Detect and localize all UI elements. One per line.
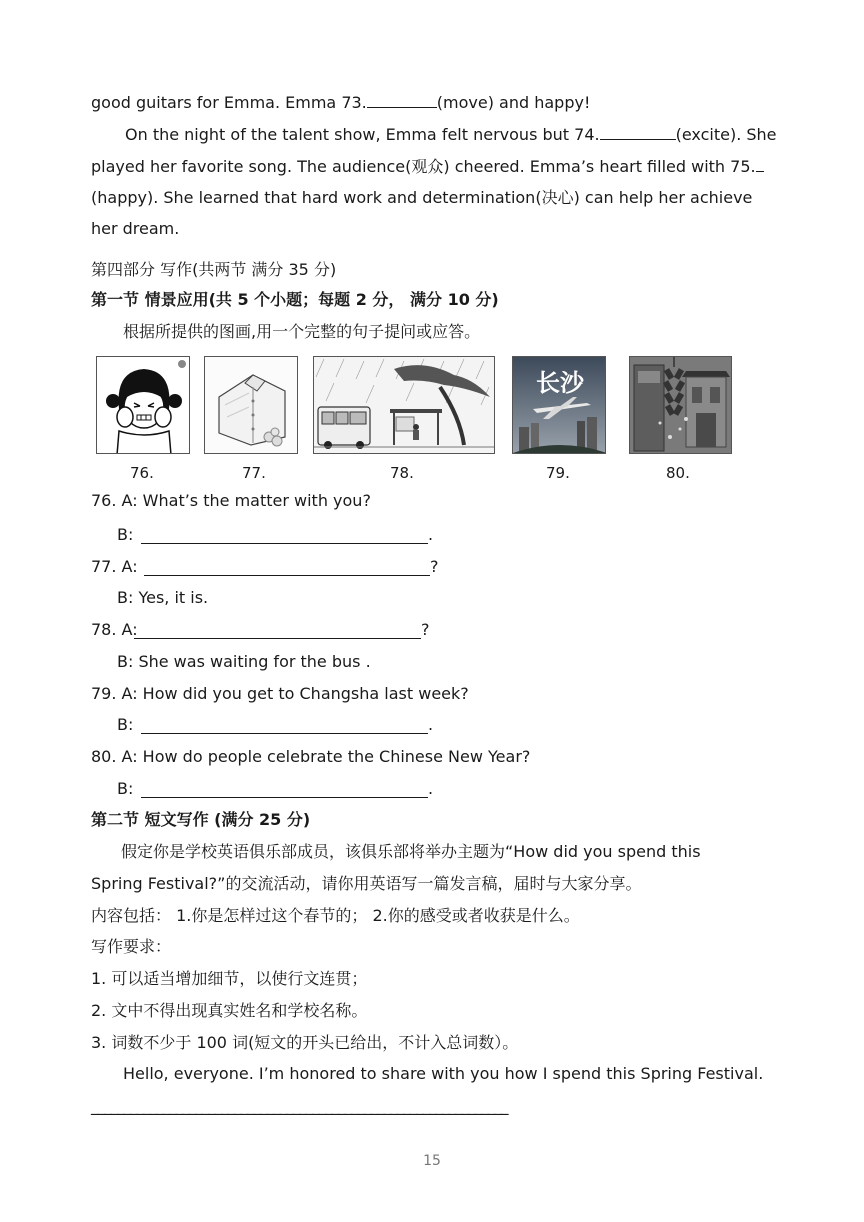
q78-response: B: She was waiting for the bus . <box>117 652 371 671</box>
passage-text: (excite). She <box>675 125 777 144</box>
essay-writing-line[interactable]: ________________________________________________________________ <box>91 1096 507 1115</box>
picture-79-changsha-plane <box>512 356 606 454</box>
picture-label-80: 80. <box>666 464 690 482</box>
section2-heading: 第二节 短文写作 (满分 25 分) <box>91 810 311 829</box>
q80-b-label: B: <box>117 779 134 798</box>
writing-prompt-line-1: 假定你是学校英语俱乐部成员，该俱乐部将举办主题为“How did you spend this <box>121 842 701 861</box>
q79-end-mark: . <box>428 715 434 734</box>
picture-80-firecrackers <box>629 356 732 454</box>
q76-end-mark: . <box>428 525 434 544</box>
requirement-2: 2. 文中不得出现真实姓名和学校名称。 <box>91 1001 368 1020</box>
changsha-label: 长沙 <box>536 369 584 397</box>
q80-answer-line[interactable] <box>141 797 428 798</box>
picture-78-bus-stop-storm <box>313 356 495 454</box>
q77-response: B: Yes, it is. <box>117 588 209 607</box>
essay-opening: Hello, everyone. I’m honored to share with you how I spend this Spring Festival. <box>123 1064 764 1083</box>
q77-a-label: 77. A: <box>91 557 138 576</box>
content-requirements: 内容包括： 1.你是怎样过这个春节的； 2.你的感受或者收获是什么。 <box>91 906 580 925</box>
picture-77-shirt <box>204 356 298 454</box>
blank-75[interactable] <box>756 156 764 172</box>
writing-requirements-label: 写作要求： <box>91 937 172 956</box>
blank-73[interactable] <box>367 92 437 108</box>
page-number: 15 <box>423 1153 441 1169</box>
q76-question: 76. A: What’s the matter with you? <box>91 491 371 510</box>
passage-text: On the night of the talent show, Emma felt nervous but 74. <box>125 125 600 144</box>
section1-heading: 第一节 情景应用(共 5 个小题；每题 2 分， 满分 10 分) <box>91 290 499 309</box>
part4-heading: 第四部分 写作(共两节 满分 35 分) <box>91 260 337 279</box>
passage-line-1 <box>91 92 590 113</box>
q76-b-label: B: <box>117 525 134 544</box>
q80-end-mark: . <box>428 779 434 798</box>
q78-a-label: 78. A: <box>91 620 138 639</box>
q77-end-mark: ? <box>430 557 439 576</box>
q78-answer-line[interactable] <box>134 638 421 639</box>
requirement-3: 3. 词数不少于 100 词(短文的开头已给出，不计入总词数）。 <box>91 1033 519 1052</box>
picture-label-76: 76. <box>130 464 154 482</box>
picture-76-toothache-girl <box>96 356 190 454</box>
passage-line-4: (happy). She learned that hard work and determination(决心) can help her achieve <box>91 188 753 207</box>
q77-answer-line[interactable] <box>144 575 430 576</box>
q79-answer-line[interactable] <box>141 733 428 734</box>
picture-label-79: 79. <box>546 464 570 482</box>
blank-74[interactable] <box>600 124 676 140</box>
writing-prompt-line-2: Spring Festival?”的交流活动，请你用英语写一篇发言稿，届时与大家分享。 <box>91 874 642 893</box>
q79-question: 79. A: How did you get to Changsha last week? <box>91 684 469 703</box>
q80-question: 80. A: How do people celebrate the Chinese New Year? <box>91 747 531 766</box>
picture-label-78: 78. <box>390 464 414 482</box>
passage-line-2 <box>125 124 777 145</box>
requirement-1: 1. 可以适当增加细节，以使行文连贯； <box>91 969 368 988</box>
picture-label-77: 77. <box>242 464 266 482</box>
section1-instruction: 根据所提供的图画,用一个完整的句子提问或应答。 <box>123 322 481 341</box>
passage-line-3 <box>91 156 764 177</box>
passage-text: played her favorite song. The audience(观众) cheered. Emma’s heart filled with 75. <box>91 157 756 176</box>
passage-line-5: her dream. <box>91 219 180 238</box>
q76-answer-line[interactable] <box>141 543 428 544</box>
q78-end-mark: ? <box>421 620 430 639</box>
passage-text: good guitars for Emma. Emma 73. <box>91 93 367 112</box>
q79-b-label: B: <box>117 715 134 734</box>
passage-text: (move) and happy! <box>436 93 591 112</box>
